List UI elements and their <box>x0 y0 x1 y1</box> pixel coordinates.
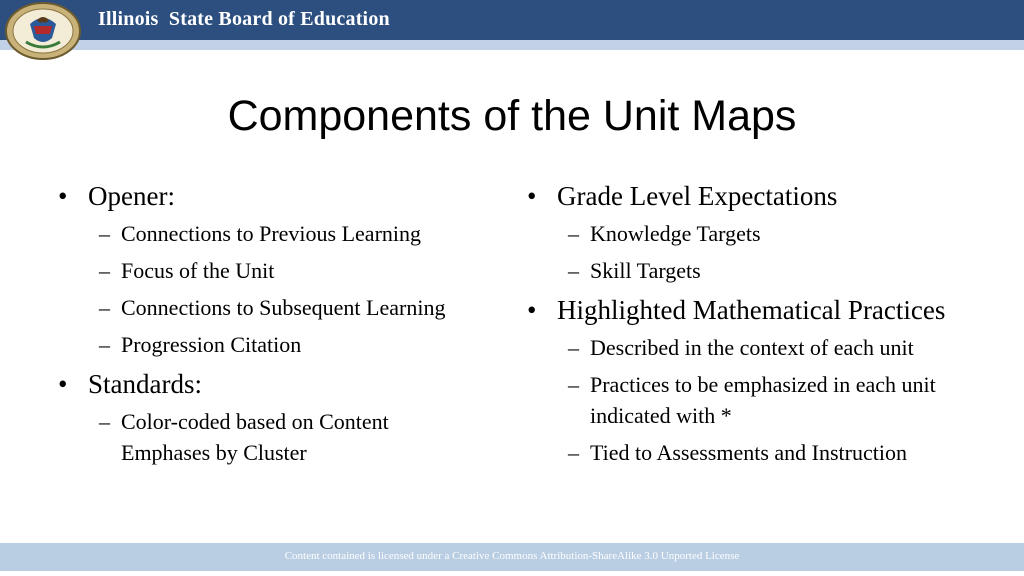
dash: – <box>568 221 579 246</box>
license-notice: Content contained is licensed under a Creative Commons Attribution-ShareAlike 3.0 Unported License <box>284 550 740 562</box>
dash: – <box>99 258 110 283</box>
sub-list-item <box>58 255 478 286</box>
sub-list-item <box>527 218 967 249</box>
list-item-text: Grade Level Expectations <box>557 181 838 211</box>
dash: – <box>568 335 579 360</box>
sub-list-item-text: Tied to Assessments and Instruction <box>590 440 907 465</box>
list-item-text: Opener: <box>88 181 175 211</box>
bullet: • <box>527 181 537 211</box>
left-column <box>58 178 478 474</box>
dash: – <box>99 295 110 320</box>
sub-list-item-text: Skill Targets <box>590 258 701 283</box>
header-stripe <box>0 40 1024 50</box>
organization-name: Illinois State Board of Education <box>98 8 390 30</box>
sub-list-item-text: Described in the context of each unit <box>590 335 914 360</box>
dash: – <box>568 372 579 397</box>
sub-list-item-text: Connections to Subsequent Learning <box>121 295 446 320</box>
dash: – <box>568 440 579 465</box>
sub-list-item-text: Focus of the Unit <box>121 258 275 283</box>
dash: – <box>99 332 110 357</box>
illinois-state-seal-icon <box>4 2 82 60</box>
bullet: • <box>58 181 68 211</box>
sub-list-item-text: Progression Citation <box>121 332 302 357</box>
dash: – <box>99 221 110 246</box>
list-item <box>58 178 478 214</box>
sub-list-item <box>527 332 967 363</box>
sub-list-item-text: Knowledge Targets <box>590 221 761 246</box>
dash: – <box>568 258 579 283</box>
sub-list-item <box>527 369 967 431</box>
list-item <box>58 366 478 402</box>
list-item <box>527 178 967 214</box>
sub-list-item <box>527 437 967 468</box>
footer-bar <box>0 543 1024 571</box>
list-item-text: Highlighted Mathematical Practices <box>557 295 946 325</box>
sub-list-item-text: Color-coded based on Content Emphases by Cluster <box>121 409 389 465</box>
sub-list-item <box>58 329 478 360</box>
dash: – <box>99 409 110 434</box>
sub-list-item <box>58 218 478 249</box>
list-item-text: Standards: <box>88 369 202 399</box>
list-item <box>527 292 967 328</box>
right-column <box>527 178 967 474</box>
slide-title: Components of the Unit Maps <box>227 92 797 140</box>
bullet: • <box>58 369 68 399</box>
sub-list-item <box>58 292 478 323</box>
sub-list-item <box>58 406 478 468</box>
sub-list-item-text: Practices to be emphasized in each unit indicated with * <box>590 372 936 428</box>
sub-list-item <box>527 255 967 286</box>
sub-list-item-text: Connections to Previous Learning <box>121 221 422 246</box>
bullet: • <box>527 295 537 325</box>
